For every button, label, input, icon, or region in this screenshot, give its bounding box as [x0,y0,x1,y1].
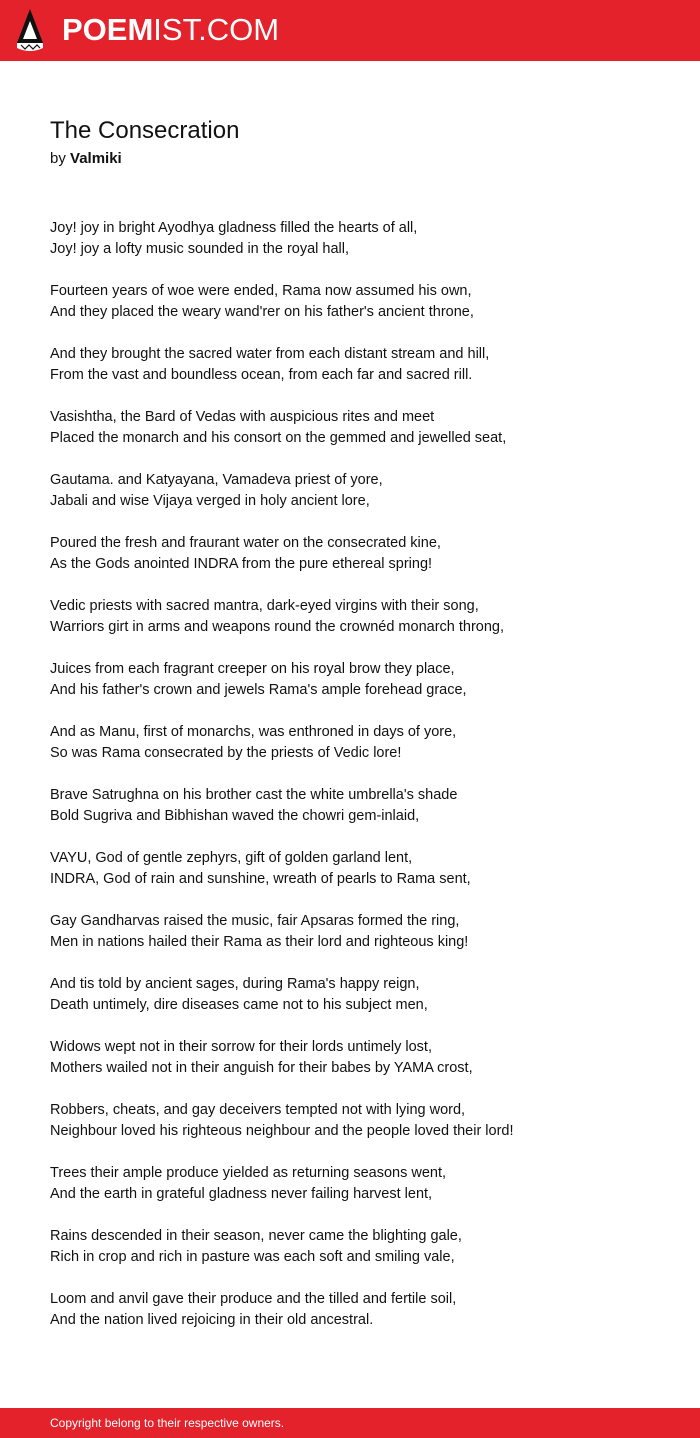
poem-line: Joy! joy a lofty music sounded in the royal hall, [50,241,350,257]
poem-stanza [50,722,670,764]
poem-title: The Consecration [50,117,240,144]
pencil-tip-icon[interactable] [17,9,43,52]
site-footer [0,1408,700,1438]
poem-stanza [50,1226,670,1268]
poem-line: Mothers wailed not in their anguish for their babes by YAMA crost, [50,1060,473,1076]
poem-line: So was Rama consecrated by the priests of Vedic lore! [50,745,402,761]
poem-line: Brave Satrughna on his brother cast the white umbrella's shade [50,787,458,803]
poem-line: Fourteen years of woe were ended, Rama now assumed his own, [50,283,472,299]
poem-line: VAYU, God of gentle zephyrs, gift of golden garland lent, [50,850,413,866]
poem-stanza [50,1289,670,1331]
poem-line: Bold Sugriva and Bibhishan waved the chowri gem-inlaid, [50,808,420,824]
poem-line: Rains descended in their season, never came the blighting gale, [50,1228,462,1244]
poem-line: And they placed the weary wand'rer on his father's ancient throne, [50,304,474,320]
poem-line: Gautama. and Katyayana, Vamadeva priest of yore, [50,472,383,488]
poem-line: Men in nations hailed their Rama as their lord and righteous king! [50,934,469,950]
poem-line: As the Gods anointed INDRA from the pure ethereal spring! [50,556,433,572]
poem-stanza [50,596,670,638]
poem-body [50,218,670,1352]
poem-line: Neighbour loved his righteous neighbour and the people loved their lord! [50,1123,514,1139]
poem-stanza [50,281,670,323]
poem-line: Juices from each fragrant creeper on his royal brow they place, [50,661,455,677]
poem-stanza [50,218,670,260]
poem-byline [50,148,122,170]
poem-stanza [50,407,670,449]
poem-line: And as Manu, first of monarchs, was enthroned in days of yore, [50,724,457,740]
poem-line: Widows wept not in their sorrow for their lords untimely lost, [50,1039,432,1055]
copyright-text: Copyright belong to their respective owners. [50,1416,285,1430]
poem-line: Death untimely, dire diseases came not to his subject men, [50,997,428,1013]
poem-line: Gay Gandharvas raised the music, fair Apsaras formed the ring, [50,913,460,929]
poem-stanza [50,911,670,953]
poem-line: And the nation lived rejoicing in their old ancestral. [50,1312,374,1328]
poem-line: Robbers, cheats, and gay deceivers tempted not with lying word, [50,1102,466,1118]
site-logo[interactable] [62,12,279,48]
poem-stanza [50,533,670,575]
poem-line: And his father's crown and jewels Rama's ample forehead grace, [50,682,467,698]
poem-line: From the vast and boundless ocean, from each far and sacred rill. [50,367,473,383]
poem-author[interactable]: Valmiki [70,150,122,167]
poem-line: And the earth in grateful gladness never failing harvest lent, [50,1186,433,1202]
poem-line: INDRA, God of rain and sunshine, wreath of pearls to Rama sent, [50,871,471,887]
poem-stanza [50,659,670,701]
poem-line: Rich in crop and rich in pasture was each soft and smiling vale, [50,1249,455,1265]
poem-stanza [50,1163,670,1205]
poem-stanza [50,344,670,386]
poem-line: Joy! joy in bright Ayodhya gladness filled the hearts of all, [50,220,418,236]
poem-line: Loom and anvil gave their produce and the tilled and fertile soil, [50,1291,457,1307]
poem-line: Poured the fresh and fraurant water on the consecrated kine, [50,535,441,551]
poem-line: And they brought the sacred water from each distant stream and hill, [50,346,490,362]
byline-prefix: by [50,150,66,167]
logo-bold-text: POEM [62,12,154,47]
poem-stanza [50,848,670,890]
poem-line: Trees their ample produce yielded as returning seasons went, [50,1165,447,1181]
poem-line: And tis told by ancient sages, during Rama's happy reign, [50,976,420,992]
poem-line: Vasishtha, the Bard of Vedas with auspicious rites and meet [50,409,435,425]
poem-stanza [50,1100,670,1142]
site-header [0,0,700,61]
poem-stanza [50,974,670,1016]
poem-stanza [50,785,670,827]
poem-line: Jabali and wise Vijaya verged in holy ancient lore, [50,493,370,509]
poem-line: Placed the monarch and his consort on the gemmed and jewelled seat, [50,430,507,446]
logo-light-text: IST.COM [153,12,280,47]
poem-line: Warriors girt in arms and weapons round the crownéd monarch throng, [50,619,505,635]
poem-line: Vedic priests with sacred mantra, dark-eyed virgins with their song, [50,598,479,614]
poem-stanza [50,470,670,512]
poem-stanza [50,1037,670,1079]
